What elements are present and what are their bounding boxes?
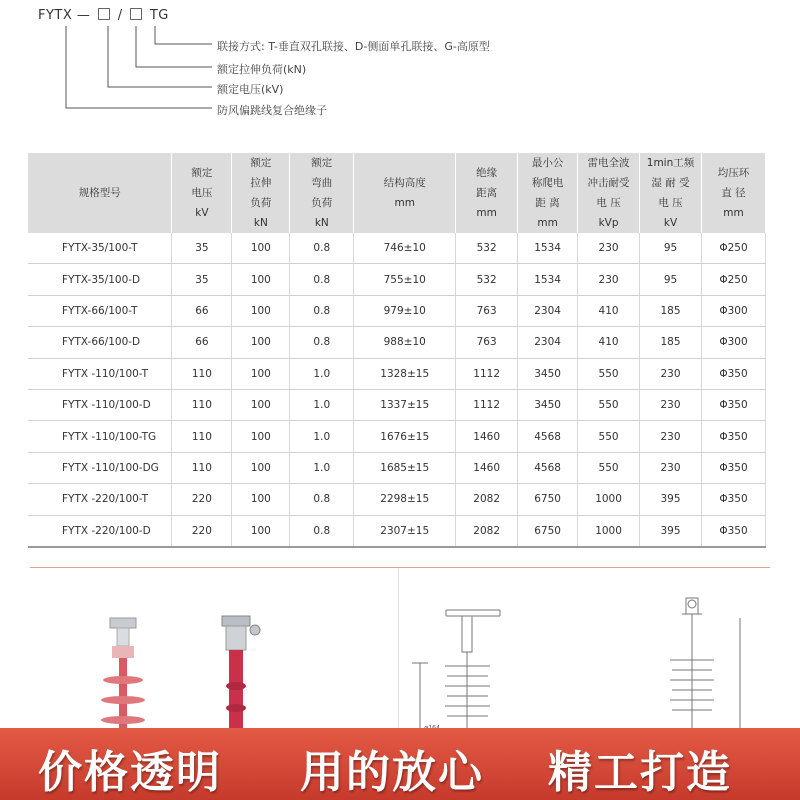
model-cell: FYTX-35/100-T (28, 233, 172, 264)
model-cell: FYTX-35/100-D (28, 264, 172, 295)
table-row (28, 389, 766, 420)
value-cell: 532 (456, 233, 518, 264)
legend-line-tensile: 额定拉伸负荷(kN) (217, 63, 307, 76)
column-header (28, 153, 172, 233)
table-row (28, 264, 766, 295)
value-cell: 0.8 (290, 264, 354, 295)
value-cell: 1337±15 (354, 389, 456, 420)
model-cell: FYTX -110/100-D (28, 389, 172, 420)
header-line: 绝缘 (476, 167, 498, 179)
header-line: 称爬电 (531, 177, 564, 189)
slogan-price-transparent: 价格透明 (38, 747, 222, 798)
model-cell: FYTX -110/100-TG (28, 421, 172, 452)
value-cell: 2082 (456, 515, 518, 547)
header-line: 1min工频 (646, 157, 695, 169)
value-cell: 1534 (518, 233, 578, 264)
value-cell: 763 (456, 295, 518, 326)
value-cell: 230 (640, 358, 702, 389)
legend-line-product: 防风偏跳线复合绝缘子 (217, 104, 327, 117)
value-cell: 1685±15 (354, 452, 456, 483)
value-cell: 110 (172, 452, 232, 483)
value-cell: Φ300 (701, 295, 765, 326)
value-cell: 395 (640, 515, 702, 547)
table-row (28, 233, 766, 264)
model-suffix: TG (149, 8, 169, 23)
value-cell: 6750 (518, 515, 578, 547)
value-cell: 35 (172, 233, 232, 264)
header-line: 结构高度 (383, 177, 426, 189)
column-header (290, 153, 354, 233)
header-line: 负荷 (250, 197, 272, 209)
value-cell: 6750 (518, 484, 578, 515)
value-cell: 110 (172, 421, 232, 452)
value-cell: Φ350 (701, 484, 765, 515)
header-line: kN (253, 217, 268, 229)
table-row (28, 484, 766, 515)
value-cell: Φ250 (701, 233, 765, 264)
leader-lines (0, 0, 800, 140)
value-cell: 100 (232, 233, 290, 264)
table-body (28, 233, 766, 547)
value-cell: 3450 (518, 358, 578, 389)
header-line: 负荷 (311, 197, 333, 209)
value-cell: Φ350 (701, 358, 765, 389)
value-cell: Φ350 (701, 389, 765, 420)
value-cell: 550 (578, 421, 640, 452)
value-cell: 230 (640, 389, 702, 420)
value-cell: 230 (640, 421, 702, 452)
value-cell: 1112 (456, 389, 518, 420)
model-sep: / (117, 8, 123, 23)
value-cell: Φ300 (701, 327, 765, 358)
value-cell: 1328±15 (354, 358, 456, 389)
model-cell: FYTX-66/100-T (28, 295, 172, 326)
header-line: 均压环 (717, 167, 750, 179)
value-cell: Φ350 (701, 515, 765, 547)
model-cell: FYTX -220/100-D (28, 515, 172, 547)
value-cell: 1460 (456, 452, 518, 483)
value-cell: 4568 (518, 452, 578, 483)
spec-table-container (28, 153, 766, 548)
value-cell: 763 (456, 327, 518, 358)
value-cell: 1.0 (290, 389, 354, 420)
column-header (172, 153, 232, 233)
header-line: kN (314, 217, 329, 229)
value-cell: 110 (172, 358, 232, 389)
column-header (354, 153, 456, 233)
value-cell: 1460 (456, 421, 518, 452)
value-cell: 1.0 (290, 421, 354, 452)
value-cell: 395 (640, 484, 702, 515)
value-cell: 66 (172, 295, 232, 326)
value-cell: 100 (232, 358, 290, 389)
model-cell: FYTX -110/100-DG (28, 452, 172, 483)
value-cell: Φ350 (701, 452, 765, 483)
spec-table (28, 153, 766, 548)
header-line: 规格型号 (78, 187, 121, 199)
header-line: 最小公 (531, 157, 564, 169)
column-header (456, 153, 518, 233)
legend-line-connection: 联接方式: T-垂直双孔联接、D-侧面单孔联接、G-高原型 (217, 40, 490, 53)
value-cell: 185 (640, 327, 702, 358)
header-line: 雷电全波 (587, 157, 630, 169)
model-cell: FYTX -220/100-T (28, 484, 172, 515)
value-cell: 95 (640, 233, 702, 264)
value-cell: 185 (640, 295, 702, 326)
column-header (232, 153, 290, 233)
value-cell: 2298±15 (354, 484, 456, 515)
value-cell: 220 (172, 515, 232, 547)
value-cell: 220 (172, 484, 232, 515)
value-cell: 0.8 (290, 295, 354, 326)
header-line: mm (537, 217, 558, 229)
value-cell: 100 (232, 327, 290, 358)
product-illustrations (0, 568, 800, 730)
header-line: 额定 (191, 167, 213, 179)
value-cell: 2304 (518, 327, 578, 358)
header-line: 电 压 (596, 197, 621, 209)
legend-line-voltage: 额定电压(kV) (217, 83, 284, 96)
table-row (28, 515, 766, 547)
value-cell: 979±10 (354, 295, 456, 326)
technical-drawing-2 (670, 598, 740, 730)
value-cell: 550 (578, 358, 640, 389)
value-cell: 100 (232, 389, 290, 420)
header-line: mm (476, 207, 497, 219)
value-cell: 532 (456, 264, 518, 295)
technical-drawing-1 (412, 610, 500, 730)
slogan-fine-craft: 精工打造 (548, 747, 732, 798)
value-cell: 746±10 (354, 233, 456, 264)
table-row (28, 327, 766, 358)
value-cell: 100 (232, 421, 290, 452)
value-cell: 1534 (518, 264, 578, 295)
value-cell: 66 (172, 327, 232, 358)
header-line: 额定 (311, 157, 333, 169)
value-cell: 755±10 (354, 264, 456, 295)
header-line: 电压 (191, 187, 213, 199)
header-line: kV (195, 207, 209, 219)
value-cell: 2304 (518, 295, 578, 326)
value-cell: 100 (232, 295, 290, 326)
value-cell: 230 (578, 264, 640, 295)
value-cell: 230 (640, 452, 702, 483)
value-cell: 230 (578, 233, 640, 264)
header-line: kVp (598, 217, 619, 229)
column-header (640, 153, 702, 233)
value-cell: 35 (172, 264, 232, 295)
header-line: 湿 耐 受 (651, 177, 690, 189)
table-row (28, 358, 766, 389)
header-line: 弯曲 (311, 177, 333, 189)
value-cell: 410 (578, 295, 640, 326)
header-line: mm (723, 207, 744, 219)
header-line: 直 径 (721, 187, 746, 199)
value-cell: 2082 (456, 484, 518, 515)
model-prefix: FYTX — (38, 8, 91, 23)
value-cell: 550 (578, 389, 640, 420)
value-cell: 110 (172, 389, 232, 420)
value-cell: Φ350 (701, 421, 765, 452)
header-line: 电 压 (658, 197, 683, 209)
value-cell: Φ250 (701, 264, 765, 295)
value-cell: 95 (640, 264, 702, 295)
header-line: 冲击耐受 (587, 177, 630, 189)
value-cell: 100 (232, 484, 290, 515)
table-row (28, 452, 766, 483)
value-cell: 1.0 (290, 452, 354, 483)
table-row (28, 295, 766, 326)
slogan-banner (0, 728, 800, 800)
insulator-photo-2 (222, 616, 260, 730)
model-cell: FYTX -110/100-T (28, 358, 172, 389)
table-row (28, 421, 766, 452)
column-header (518, 153, 578, 233)
column-header (701, 153, 765, 233)
value-cell: 0.8 (290, 515, 354, 547)
header-line: 距离 (476, 187, 498, 199)
value-cell: 100 (232, 264, 290, 295)
value-cell: 988±10 (354, 327, 456, 358)
header-line: 距 离 (535, 197, 560, 209)
model-code-legend (0, 0, 800, 140)
value-cell: 0.8 (290, 327, 354, 358)
value-cell: 0.8 (290, 484, 354, 515)
value-cell: 0.8 (290, 233, 354, 264)
header-line: mm (394, 197, 415, 209)
value-cell: 100 (232, 452, 290, 483)
value-cell: 1.0 (290, 358, 354, 389)
insulator-photo-1 (101, 618, 145, 730)
value-cell: 1112 (456, 358, 518, 389)
value-cell: 4568 (518, 421, 578, 452)
value-cell: 1000 (578, 484, 640, 515)
value-cell: 2307±15 (354, 515, 456, 547)
model-cell: FYTX-66/100-D (28, 327, 172, 358)
table-header-row (28, 153, 766, 233)
value-cell: 1676±15 (354, 421, 456, 452)
slogan-peace-of-mind: 用的放心 (300, 747, 484, 798)
column-header (578, 153, 640, 233)
value-cell: 1000 (578, 515, 640, 547)
value-cell: 410 (578, 327, 640, 358)
value-cell: 3450 (518, 389, 578, 420)
value-cell: 100 (232, 515, 290, 547)
value-cell: 550 (578, 452, 640, 483)
header-line: kV (663, 217, 678, 229)
header-line: 额定 (250, 157, 272, 169)
header-line: 拉伸 (250, 177, 272, 189)
